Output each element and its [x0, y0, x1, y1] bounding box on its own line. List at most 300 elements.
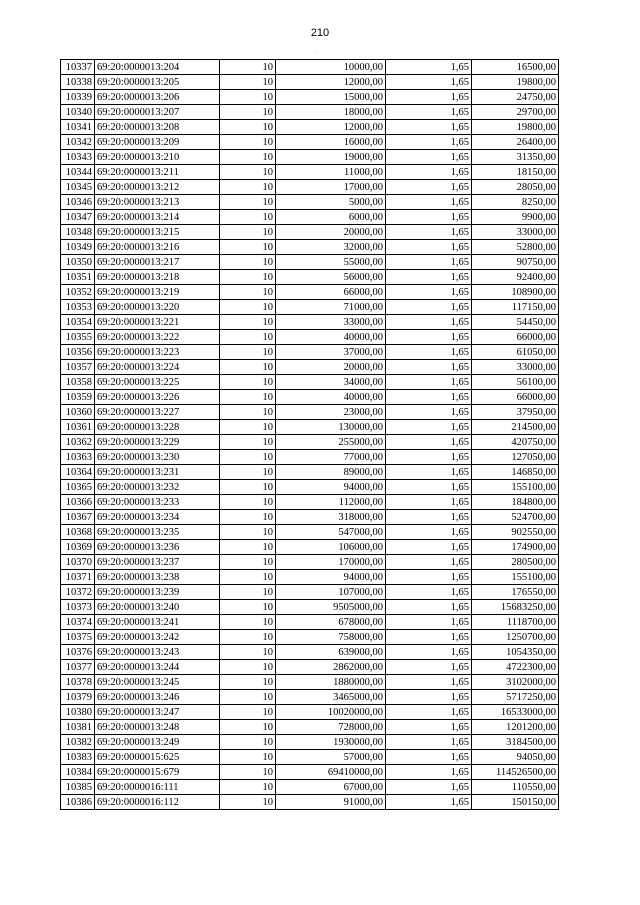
rate-cell: 10 — [220, 660, 276, 675]
value-cell: 34000,00 — [276, 375, 386, 390]
table-row — [61, 435, 559, 450]
row-number: 10348 — [61, 225, 95, 240]
coefficient-cell: 1,65 — [386, 345, 472, 360]
amount-cell: 902550,00 — [472, 525, 559, 540]
coefficient-cell: 1,65 — [386, 585, 472, 600]
table-row — [61, 615, 559, 630]
amount-cell: 28050,00 — [472, 180, 559, 195]
row-number: 10342 — [61, 135, 95, 150]
row-number: 10349 — [61, 240, 95, 255]
cadastral-number: 69:20:0000013:219 — [95, 285, 220, 300]
row-number: 10352 — [61, 285, 95, 300]
table-row — [61, 600, 559, 615]
table-row — [61, 690, 559, 705]
row-number: 10358 — [61, 375, 95, 390]
table-row — [61, 135, 559, 150]
cadastral-number: 69:20:0000013:224 — [95, 360, 220, 375]
amount-cell: 1118700,00 — [472, 615, 559, 630]
amount-cell: 66000,00 — [472, 390, 559, 405]
value-cell: 66000,00 — [276, 285, 386, 300]
cadastral-number: 69:20:0000013:238 — [95, 570, 220, 585]
amount-cell: 110550,00 — [472, 780, 559, 795]
value-cell: 112000,00 — [276, 495, 386, 510]
rate-cell: 10 — [220, 735, 276, 750]
coefficient-cell: 1,65 — [386, 105, 472, 120]
amount-cell: 1201200,00 — [472, 720, 559, 735]
value-cell: 40000,00 — [276, 390, 386, 405]
table-row — [61, 795, 559, 810]
row-number: 10360 — [61, 405, 95, 420]
rate-cell: 10 — [220, 540, 276, 555]
coefficient-cell: 1,65 — [386, 300, 472, 315]
value-cell: 71000,00 — [276, 300, 386, 315]
rate-cell: 10 — [220, 180, 276, 195]
coefficient-cell: 1,65 — [386, 150, 472, 165]
value-cell: 56000,00 — [276, 270, 386, 285]
row-number: 10377 — [61, 660, 95, 675]
rate-cell: 10 — [220, 495, 276, 510]
value-cell: 10000,00 — [276, 60, 386, 75]
row-number: 10368 — [61, 525, 95, 540]
amount-cell: 92400,00 — [472, 270, 559, 285]
coefficient-cell: 1,65 — [386, 285, 472, 300]
cadastral-number: 69:20:0000013:211 — [95, 165, 220, 180]
amount-cell: 114526500,00 — [472, 765, 559, 780]
coefficient-cell: 1,65 — [386, 780, 472, 795]
cadastral-number: 69:20:0000013:230 — [95, 450, 220, 465]
amount-cell: 117150,00 — [472, 300, 559, 315]
rate-cell: 10 — [220, 165, 276, 180]
rate-cell: 10 — [220, 120, 276, 135]
table-row — [61, 225, 559, 240]
rate-cell: 10 — [220, 345, 276, 360]
coefficient-cell: 1,65 — [386, 165, 472, 180]
cadastral-number: 69:20:0000013:246 — [95, 690, 220, 705]
row-number: 10341 — [61, 120, 95, 135]
coefficient-cell: 1,65 — [386, 675, 472, 690]
table-row — [61, 315, 559, 330]
cadastral-number: 69:20:0000013:247 — [95, 705, 220, 720]
cadastral-number: 69:20:0000013:208 — [95, 120, 220, 135]
coefficient-cell: 1,65 — [386, 255, 472, 270]
rate-cell: 10 — [220, 630, 276, 645]
coefficient-cell: 1,65 — [386, 375, 472, 390]
coefficient-cell: 1,65 — [386, 270, 472, 285]
coefficient-cell: 1,65 — [386, 795, 472, 810]
coefficient-cell: 1,65 — [386, 495, 472, 510]
rate-cell: 10 — [220, 285, 276, 300]
coefficient-cell: 1,65 — [386, 510, 472, 525]
cadastral-number: 69:20:0000013:233 — [95, 495, 220, 510]
amount-cell: 108900,00 — [472, 285, 559, 300]
value-cell: 20000,00 — [276, 225, 386, 240]
coefficient-cell: 1,65 — [386, 240, 472, 255]
rate-cell: 10 — [220, 435, 276, 450]
cadastral-number: 69:20:0000013:235 — [95, 525, 220, 540]
row-number: 10338 — [61, 75, 95, 90]
value-cell: 23000,00 — [276, 405, 386, 420]
value-cell: 9505000,00 — [276, 600, 386, 615]
registry-table-body — [61, 60, 559, 810]
cadastral-number: 69:20:0000013:226 — [95, 390, 220, 405]
amount-cell: 56100,00 — [472, 375, 559, 390]
row-number: 10379 — [61, 690, 95, 705]
coefficient-cell: 1,65 — [386, 570, 472, 585]
amount-cell: 9900,00 — [472, 210, 559, 225]
value-cell: 678000,00 — [276, 615, 386, 630]
coefficient-cell: 1,65 — [386, 465, 472, 480]
table-row — [61, 675, 559, 690]
rate-cell: 10 — [220, 210, 276, 225]
amount-cell: 26400,00 — [472, 135, 559, 150]
amount-cell: 61050,00 — [472, 345, 559, 360]
cadastral-number: 69:20:0000015:625 — [95, 750, 220, 765]
value-cell: 1930000,00 — [276, 735, 386, 750]
table-row — [61, 180, 559, 195]
amount-cell: 174900,00 — [472, 540, 559, 555]
value-cell: 12000,00 — [276, 75, 386, 90]
amount-cell: 33000,00 — [472, 225, 559, 240]
value-cell: 69410000,00 — [276, 765, 386, 780]
table-row — [61, 645, 559, 660]
row-number: 10362 — [61, 435, 95, 450]
value-cell: 1880000,00 — [276, 675, 386, 690]
rate-cell: 10 — [220, 720, 276, 735]
row-number: 10365 — [61, 480, 95, 495]
cadastral-number: 69:20:0000013:225 — [95, 375, 220, 390]
amount-cell: 155100,00 — [472, 570, 559, 585]
amount-cell: 5717250,00 — [472, 690, 559, 705]
table-row — [61, 750, 559, 765]
rate-cell: 10 — [220, 390, 276, 405]
table-row — [61, 525, 559, 540]
row-number: 10355 — [61, 330, 95, 345]
coefficient-cell: 1,65 — [386, 705, 472, 720]
table-row — [61, 285, 559, 300]
cadastral-number: 69:20:0000013:213 — [95, 195, 220, 210]
row-number: 10369 — [61, 540, 95, 555]
cadastral-number: 69:20:0000013:210 — [95, 150, 220, 165]
cadastral-number: 69:20:0000016:111 — [95, 780, 220, 795]
value-cell: 55000,00 — [276, 255, 386, 270]
cadastral-number: 69:20:0000013:227 — [95, 405, 220, 420]
amount-cell: 184800,00 — [472, 495, 559, 510]
table-row — [61, 405, 559, 420]
table-row — [61, 720, 559, 735]
coefficient-cell: 1,65 — [386, 555, 472, 570]
table-row — [61, 540, 559, 555]
coefficient-cell: 1,65 — [386, 525, 472, 540]
table-row — [61, 555, 559, 570]
coefficient-cell: 1,65 — [386, 630, 472, 645]
rate-cell: 10 — [220, 750, 276, 765]
table-row — [61, 210, 559, 225]
cadastral-number: 69:20:0000013:216 — [95, 240, 220, 255]
coefficient-cell: 1,65 — [386, 735, 472, 750]
row-number: 10351 — [61, 270, 95, 285]
rate-cell: 10 — [220, 675, 276, 690]
table-row — [61, 300, 559, 315]
value-cell: 40000,00 — [276, 330, 386, 345]
value-cell: 106000,00 — [276, 540, 386, 555]
amount-cell: 33000,00 — [472, 360, 559, 375]
rate-cell: 10 — [220, 585, 276, 600]
coefficient-cell: 1,65 — [386, 90, 472, 105]
value-cell: 57000,00 — [276, 750, 386, 765]
row-number: 10372 — [61, 585, 95, 600]
table-row — [61, 105, 559, 120]
coefficient-cell: 1,65 — [386, 435, 472, 450]
value-cell: 2862000,00 — [276, 660, 386, 675]
rate-cell: 10 — [220, 525, 276, 540]
row-number: 10385 — [61, 780, 95, 795]
row-number: 10371 — [61, 570, 95, 585]
value-cell: 89000,00 — [276, 465, 386, 480]
amount-cell: 37950,00 — [472, 405, 559, 420]
coefficient-cell: 1,65 — [386, 210, 472, 225]
table-row — [61, 90, 559, 105]
value-cell: 130000,00 — [276, 420, 386, 435]
cadastral-number: 69:20:0000013:244 — [95, 660, 220, 675]
coefficient-cell: 1,65 — [386, 660, 472, 675]
cadastral-number: 69:20:0000013:221 — [95, 315, 220, 330]
table-row — [61, 255, 559, 270]
value-cell: 37000,00 — [276, 345, 386, 360]
table-row — [61, 570, 559, 585]
row-number: 10343 — [61, 150, 95, 165]
cadastral-number: 69:20:0000013:228 — [95, 420, 220, 435]
cadastral-number: 69:20:0000013:248 — [95, 720, 220, 735]
rate-cell: 10 — [220, 225, 276, 240]
coefficient-cell: 1,65 — [386, 75, 472, 90]
coefficient-cell: 1,65 — [386, 690, 472, 705]
cadastral-number: 69:20:0000013:220 — [95, 300, 220, 315]
row-number: 10359 — [61, 390, 95, 405]
rate-cell: 10 — [220, 705, 276, 720]
value-cell: 255000,00 — [276, 435, 386, 450]
rate-cell: 10 — [220, 360, 276, 375]
amount-cell: 19800,00 — [472, 75, 559, 90]
cadastral-number: 69:20:0000013:212 — [95, 180, 220, 195]
row-number: 10370 — [61, 555, 95, 570]
table-row — [61, 240, 559, 255]
amount-cell: 176550,00 — [472, 585, 559, 600]
rate-cell: 10 — [220, 90, 276, 105]
amount-cell: 3102000,00 — [472, 675, 559, 690]
amount-cell: 31350,00 — [472, 150, 559, 165]
table-row — [61, 465, 559, 480]
table-row — [61, 375, 559, 390]
amount-cell: 52800,00 — [472, 240, 559, 255]
rate-cell: 10 — [220, 255, 276, 270]
amount-cell: 420750,00 — [472, 435, 559, 450]
amount-cell: 524700,00 — [472, 510, 559, 525]
cadastral-number: 69:20:0000013:234 — [95, 510, 220, 525]
row-number: 10361 — [61, 420, 95, 435]
cadastral-number: 69:20:0000013:249 — [95, 735, 220, 750]
rate-cell: 10 — [220, 555, 276, 570]
coefficient-cell: 1,65 — [386, 645, 472, 660]
rate-cell: 10 — [220, 645, 276, 660]
value-cell: 547000,00 — [276, 525, 386, 540]
table-row — [61, 660, 559, 675]
row-number: 10344 — [61, 165, 95, 180]
row-number: 10382 — [61, 735, 95, 750]
amount-cell: 54450,00 — [472, 315, 559, 330]
rate-cell: 10 — [220, 615, 276, 630]
amount-cell: 19800,00 — [472, 120, 559, 135]
rate-cell: 10 — [220, 135, 276, 150]
amount-cell: 8250,00 — [472, 195, 559, 210]
value-cell: 10020000,00 — [276, 705, 386, 720]
value-cell: 6000,00 — [276, 210, 386, 225]
value-cell: 77000,00 — [276, 450, 386, 465]
amount-cell: 146850,00 — [472, 465, 559, 480]
value-cell: 33000,00 — [276, 315, 386, 330]
table-row — [61, 75, 559, 90]
coefficient-cell: 1,65 — [386, 60, 472, 75]
rate-cell: 10 — [220, 420, 276, 435]
row-number: 10364 — [61, 465, 95, 480]
rate-cell: 10 — [220, 150, 276, 165]
coefficient-cell: 1,65 — [386, 225, 472, 240]
rate-cell: 10 — [220, 780, 276, 795]
table-row — [61, 510, 559, 525]
coefficient-cell: 1,65 — [386, 450, 472, 465]
coefficient-cell: 1,65 — [386, 195, 472, 210]
value-cell: 107000,00 — [276, 585, 386, 600]
amount-cell: 280500,00 — [472, 555, 559, 570]
rate-cell: 10 — [220, 795, 276, 810]
row-number: 10380 — [61, 705, 95, 720]
amount-cell: 15683250,00 — [472, 600, 559, 615]
rate-cell: 10 — [220, 375, 276, 390]
rate-cell: 10 — [220, 195, 276, 210]
coefficient-cell: 1,65 — [386, 360, 472, 375]
value-cell: 758000,00 — [276, 630, 386, 645]
row-number: 10374 — [61, 615, 95, 630]
table-row — [61, 195, 559, 210]
cadastral-number: 69:20:0000013:215 — [95, 225, 220, 240]
row-number: 10345 — [61, 180, 95, 195]
amount-cell: 1054350,00 — [472, 645, 559, 660]
row-number: 10378 — [61, 675, 95, 690]
rate-cell: 10 — [220, 60, 276, 75]
table-row — [61, 360, 559, 375]
amount-cell: 29700,00 — [472, 105, 559, 120]
rate-cell: 10 — [220, 510, 276, 525]
coefficient-cell: 1,65 — [386, 330, 472, 345]
page-number: 210 — [310, 27, 330, 39]
rate-cell: 10 — [220, 330, 276, 345]
amount-cell: 155100,00 — [472, 480, 559, 495]
value-cell: 639000,00 — [276, 645, 386, 660]
cadastral-number: 69:20:0000013:245 — [95, 675, 220, 690]
row-number: 10363 — [61, 450, 95, 465]
value-cell: 18000,00 — [276, 105, 386, 120]
rate-cell: 10 — [220, 75, 276, 90]
row-number: 10386 — [61, 795, 95, 810]
row-number: 10339 — [61, 90, 95, 105]
cadastral-number: 69:20:0000013:207 — [95, 105, 220, 120]
amount-cell: 94050,00 — [472, 750, 559, 765]
table-row — [61, 450, 559, 465]
value-cell: 318000,00 — [276, 510, 386, 525]
row-number: 10350 — [61, 255, 95, 270]
row-number: 10354 — [61, 315, 95, 330]
amount-cell: 1250700,00 — [472, 630, 559, 645]
cadastral-number: 69:20:0000013:232 — [95, 480, 220, 495]
cadastral-number: 69:20:0000013:217 — [95, 255, 220, 270]
cadastral-number: 69:20:0000013:206 — [95, 90, 220, 105]
value-cell: 12000,00 — [276, 120, 386, 135]
rate-cell: 10 — [220, 450, 276, 465]
coefficient-cell: 1,65 — [386, 180, 472, 195]
amount-cell: 127050,00 — [472, 450, 559, 465]
value-cell: 170000,00 — [276, 555, 386, 570]
table-row — [61, 330, 559, 345]
coefficient-cell: 1,65 — [386, 540, 472, 555]
amount-cell: 4722300,00 — [472, 660, 559, 675]
cadastral-number: 69:20:0000013:214 — [95, 210, 220, 225]
rate-cell: 10 — [220, 105, 276, 120]
table-row — [61, 120, 559, 135]
rate-cell: 10 — [220, 300, 276, 315]
row-number: 10383 — [61, 750, 95, 765]
value-cell: 5000,00 — [276, 195, 386, 210]
rate-cell: 10 — [220, 690, 276, 705]
amount-cell: 16533000,00 — [472, 705, 559, 720]
rate-cell: 10 — [220, 315, 276, 330]
cadastral-number: 69:20:0000013:237 — [95, 555, 220, 570]
cadastral-number: 69:20:0000013:218 — [95, 270, 220, 285]
value-cell: 32000,00 — [276, 240, 386, 255]
cadastral-number: 69:20:0000013:242 — [95, 630, 220, 645]
rate-cell: 10 — [220, 480, 276, 495]
row-number: 10381 — [61, 720, 95, 735]
amount-cell: 18150,00 — [472, 165, 559, 180]
rate-cell: 10 — [220, 570, 276, 585]
table-row — [61, 60, 559, 75]
coefficient-cell: 1,65 — [386, 765, 472, 780]
coefficient-cell: 1,65 — [386, 120, 472, 135]
row-number: 10356 — [61, 345, 95, 360]
amount-cell: 150150,00 — [472, 795, 559, 810]
coefficient-cell: 1,65 — [386, 615, 472, 630]
table-row — [61, 735, 559, 750]
rate-cell: 10 — [220, 465, 276, 480]
table-row — [61, 345, 559, 360]
table-row — [61, 780, 559, 795]
cadastral-number: 69:20:0000013:229 — [95, 435, 220, 450]
value-cell: 67000,00 — [276, 780, 386, 795]
cadastral-number: 69:20:0000013:222 — [95, 330, 220, 345]
row-number: 10367 — [61, 510, 95, 525]
value-cell: 94000,00 — [276, 570, 386, 585]
value-cell: 16000,00 — [276, 135, 386, 150]
coefficient-cell: 1,65 — [386, 315, 472, 330]
coefficient-cell: 1,65 — [386, 420, 472, 435]
table-row — [61, 630, 559, 645]
coefficient-cell: 1,65 — [386, 135, 472, 150]
value-cell: 15000,00 — [276, 90, 386, 105]
amount-cell: 3184500,00 — [472, 735, 559, 750]
rate-cell: 10 — [220, 405, 276, 420]
table-row — [61, 705, 559, 720]
row-number: 10353 — [61, 300, 95, 315]
cadastral-number: 69:20:0000013:236 — [95, 540, 220, 555]
amount-cell: 90750,00 — [472, 255, 559, 270]
